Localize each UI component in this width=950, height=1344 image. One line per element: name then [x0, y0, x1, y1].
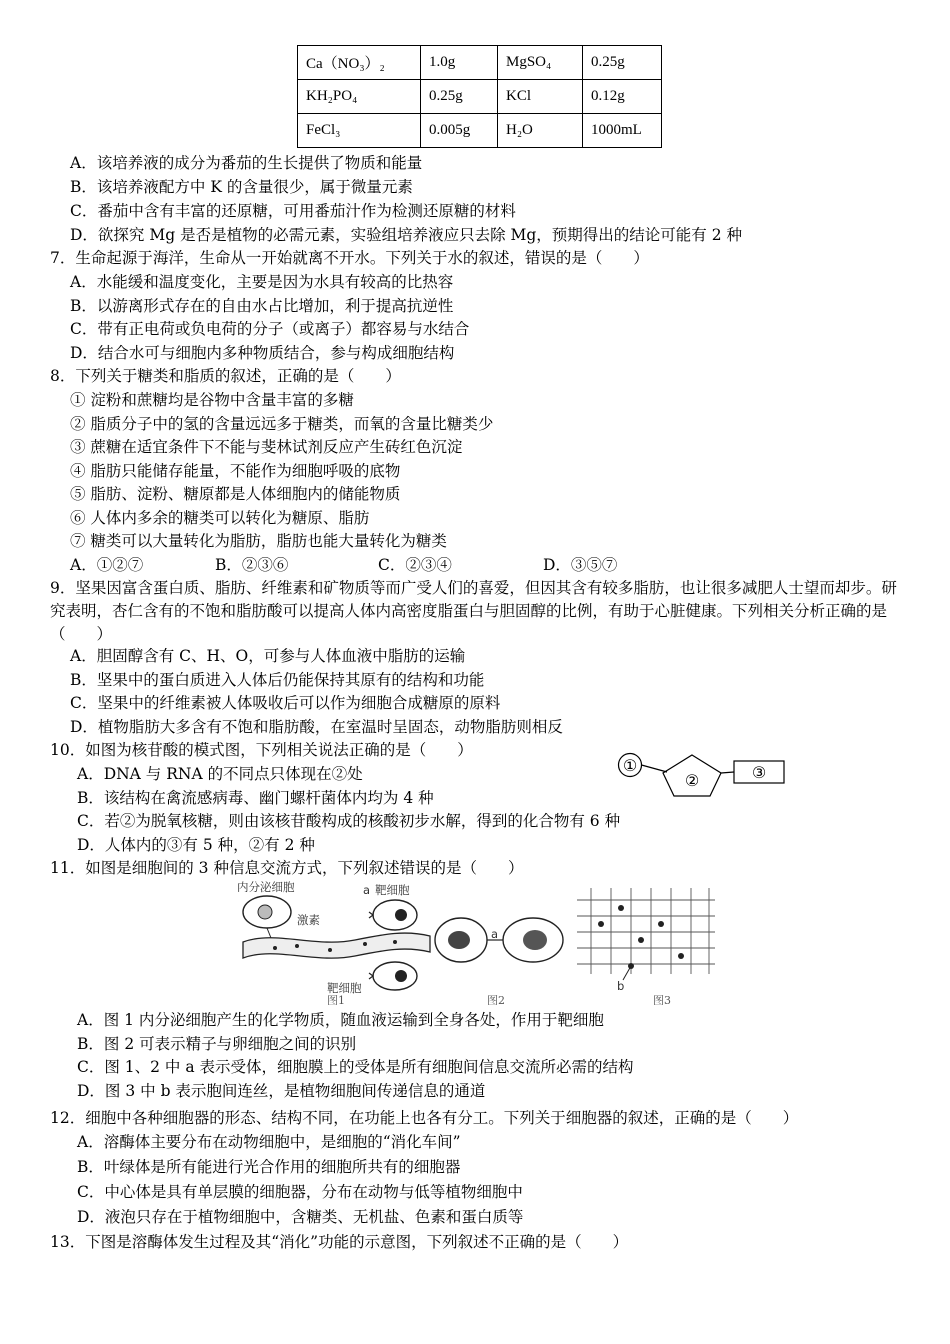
q12-option-d: D．液泡只存在于植物细胞中，含糖类、无机盐、色素和蛋白质等	[77, 1208, 524, 1226]
table-cell: KCl	[498, 80, 583, 114]
q11-option-c: C．图 1、2 中 a 表示受体，细胞膜上的受体是所有细胞间信息交流所必需的结构	[77, 1058, 634, 1076]
q8-item-4: ④ 脂肪只能储存能量，不能作为细胞呼吸的底物	[70, 462, 401, 480]
fig1-label: 图1	[327, 994, 345, 1005]
q11-option-d: D．图 3 中 b 表示胞间连丝，是植物细胞间传递信息的通道	[77, 1082, 486, 1100]
base-label: ③	[751, 763, 767, 782]
q10-option-d: D．人体内的③有 5 种，②有 2 种	[77, 836, 315, 854]
q12-stem: 12．细胞中各种细胞器的形态、结构不同，在功能上也各有分工。下列关于细胞器的叙述，正确的是（ ）	[50, 1109, 799, 1127]
figure-2	[435, 918, 563, 1005]
bond-line	[642, 765, 668, 772]
b-label: b	[617, 979, 625, 993]
plasmodesma-dot	[678, 953, 684, 959]
q8-stem: 8．下列关于糖类和脂质的叙述，正确的是（ ）	[50, 367, 401, 385]
cell-communication-figure	[235, 880, 725, 1005]
nucleus	[258, 905, 272, 919]
plant-tissue	[577, 888, 715, 974]
plasmodesma-dot	[618, 905, 624, 911]
fig3-label: 图3	[653, 994, 671, 1005]
q8-choice-a: A．①②⑦	[70, 556, 144, 574]
q6-option-b: B．该培养液配方中 K 的含量很少，属于微量元素	[70, 178, 413, 196]
bond-line	[721, 772, 734, 773]
a-label-2: a	[491, 927, 499, 941]
nucleus	[395, 970, 407, 982]
q8-item-1: ① 淀粉和蔗糖均是谷物中含量丰富的多糖	[70, 391, 354, 409]
plasmodesma-dot	[638, 937, 644, 943]
hormone-dot	[363, 942, 367, 946]
q7-option-b: B．以游离形式存在的自由水占比增加，利于提高抗逆性	[70, 297, 454, 315]
table-cell: KH₂PO₄	[298, 80, 421, 114]
q9-stem: 9．坚果因富含蛋白质、脂肪、纤维素和矿物质等而广受人们的喜爱，但因其含有较多脂肪，也让很多减肥人士望而却步。研究表明，杏仁含有的不饱和脂肪酸可以提高人体内高密度脂蛋白与胆固醇的比例，有助于心脏健康。下列相关分析正确的是（ ）	[50, 579, 897, 643]
target-cell-bottom-label: 靶细胞	[327, 981, 362, 995]
figure-1	[237, 880, 430, 1005]
q11-option-a: A．图 1 内分泌细胞产生的化学物质，随血液运输到全身各处，作用于靶细胞	[77, 1011, 604, 1029]
q7-option-a: A．水能缓和温度变化，主要是因为水具有较高的比热容	[70, 273, 454, 291]
nutrient-table	[297, 45, 662, 148]
q8-choice-b: B．②③⑥	[215, 556, 289, 574]
nucleus	[395, 909, 407, 921]
q10-option-c: C．若②为脱氧核糖，则由该核苷酸构成的核酸初步水解，得到的化合物有 6 种	[77, 812, 621, 830]
q8-choices	[70, 554, 770, 577]
q8-item-7: ⑦ 糖类可以大量转化为脂肪，脂肪也能大量转化为糖类	[70, 532, 447, 550]
q9-option-a: A．胆固醇含有 C、H、O，可参与人体血液中脂肪的运输	[70, 647, 466, 665]
target-cell-top-label: 靶细胞	[375, 883, 410, 897]
table-cell: MgSO₄	[498, 46, 583, 80]
fig2-label: 图2	[487, 994, 505, 1005]
hormone-dot	[273, 946, 277, 950]
table-cell: 0.25g	[583, 46, 662, 80]
table-cell: Ca（NO₃）₂	[298, 46, 421, 80]
q6-option-a: A．该培养液的成分为番茄的生长提供了物质和能量	[70, 154, 423, 172]
nucleus	[523, 930, 547, 950]
q12-option-c: C．中心体是具有单层膜的细胞器，分布在动物与低等植物细胞中	[77, 1183, 523, 1201]
phosphate-label: ①	[622, 756, 638, 775]
table-cell: 0.005g	[421, 114, 498, 148]
hormone-label: 激素	[297, 913, 320, 927]
plasmodesma-dot	[598, 921, 604, 927]
q12-option-a: A．溶酶体主要分布在动物细胞中，是细胞的“消化车间”	[77, 1133, 461, 1151]
nucleotide-diagram	[612, 746, 792, 802]
q8-item-5: ⑤ 脂肪、淀粉、糖原都是人体细胞内的储能物质	[70, 485, 401, 503]
q10-option-b: B．该结构在禽流感病毒、幽门螺杆菌体内均为 4 种	[77, 789, 434, 807]
q8-item-2: ② 脂质分子中的氢的含量远远多于糖类，而氧的含量比糖类少	[70, 415, 494, 433]
q8-item-6: ⑥ 人体内多余的糖类可以转化为糖原、脂肪	[70, 509, 370, 527]
q9-option-d: D．植物脂肪大多含有不饱和脂肪酸，在室温时呈固态，动物脂肪则相反	[70, 718, 563, 736]
nucleus	[448, 931, 470, 949]
secretion-arrow	[267, 928, 271, 938]
q12-option-b: B．叶绿体是所有能进行光合作用的细胞所共有的细胞器	[77, 1158, 461, 1176]
table-cell: H₂O	[498, 114, 583, 148]
q8-choice-d: D．③⑤⑦	[543, 556, 618, 574]
q9-option-b: B．坚果中的蛋白质进入人体后仍能保持其原有的结构和功能	[70, 671, 485, 689]
q7-option-d: D．结合水可与细胞内多种物质结合，参与构成细胞结构	[70, 344, 455, 362]
sugar-label: ②	[684, 771, 700, 790]
q8-choice-c: C．②③④	[378, 556, 452, 574]
q11-stem: 11．如图是细胞间的 3 种信息交流方式，下列叙述错误的是（ ）	[50, 859, 524, 877]
endocrine-cell-label: 内分泌细胞	[237, 880, 295, 894]
table-cell: FeCl₃	[298, 114, 421, 148]
a-label-1: a	[363, 883, 371, 897]
table-row	[298, 114, 662, 148]
q11-option-b: B．图 2 可表示精子与卵细胞之间的识别	[77, 1035, 357, 1053]
receptor	[369, 973, 373, 979]
q6-option-d: D．欲探究 Mg 是否是植物的必需元素，实验组培养液应只去除 Mg，预期得出的结论可能有 2 种	[70, 226, 743, 244]
hormone-dot	[393, 940, 397, 944]
q13-stem: 13．下图是溶酶体发生过程及其“消化”功能的示意图，下列叙述不正确的是（ ）	[50, 1233, 629, 1251]
q7-option-c: C．带有正电荷或负电荷的分子（或离子）都容易与水结合	[70, 320, 470, 338]
q10-stem: 10．如图为核苷酸的模式图，下列相关说法正确的是（ ）	[50, 741, 473, 759]
receptor	[369, 912, 373, 918]
table-cell: 0.25g	[421, 80, 498, 114]
table-row	[298, 46, 662, 80]
figure-3	[577, 888, 715, 1005]
q8-item-3: ③ 蔗糖在适宜条件下不能与斐林试剂反应产生砖红色沉淀	[70, 438, 463, 456]
hormone-dot	[328, 948, 332, 952]
q7-stem: 7．生命起源于海洋，生命从一开始就离不开水。下列关于水的叙述，错误的是（ ）	[50, 249, 649, 267]
hormone-dot	[295, 944, 299, 948]
table-cell: 1.0g	[421, 46, 498, 80]
table-cell: 1000mL	[583, 114, 662, 148]
q10-option-a: A．DNA 与 RNA 的不同点只体现在②处	[77, 765, 363, 783]
table-cell: 0.12g	[583, 80, 662, 114]
table-row	[298, 80, 662, 114]
q9-option-c: C．坚果中的纤维素被人体吸收后可以作为细胞合成糖原的原料	[70, 694, 501, 712]
plasmodesma-dot	[658, 921, 664, 927]
q6-option-c: C．番茄中含有丰富的还原糖，可用番茄汁作为检测还原糖的材料	[70, 202, 516, 220]
